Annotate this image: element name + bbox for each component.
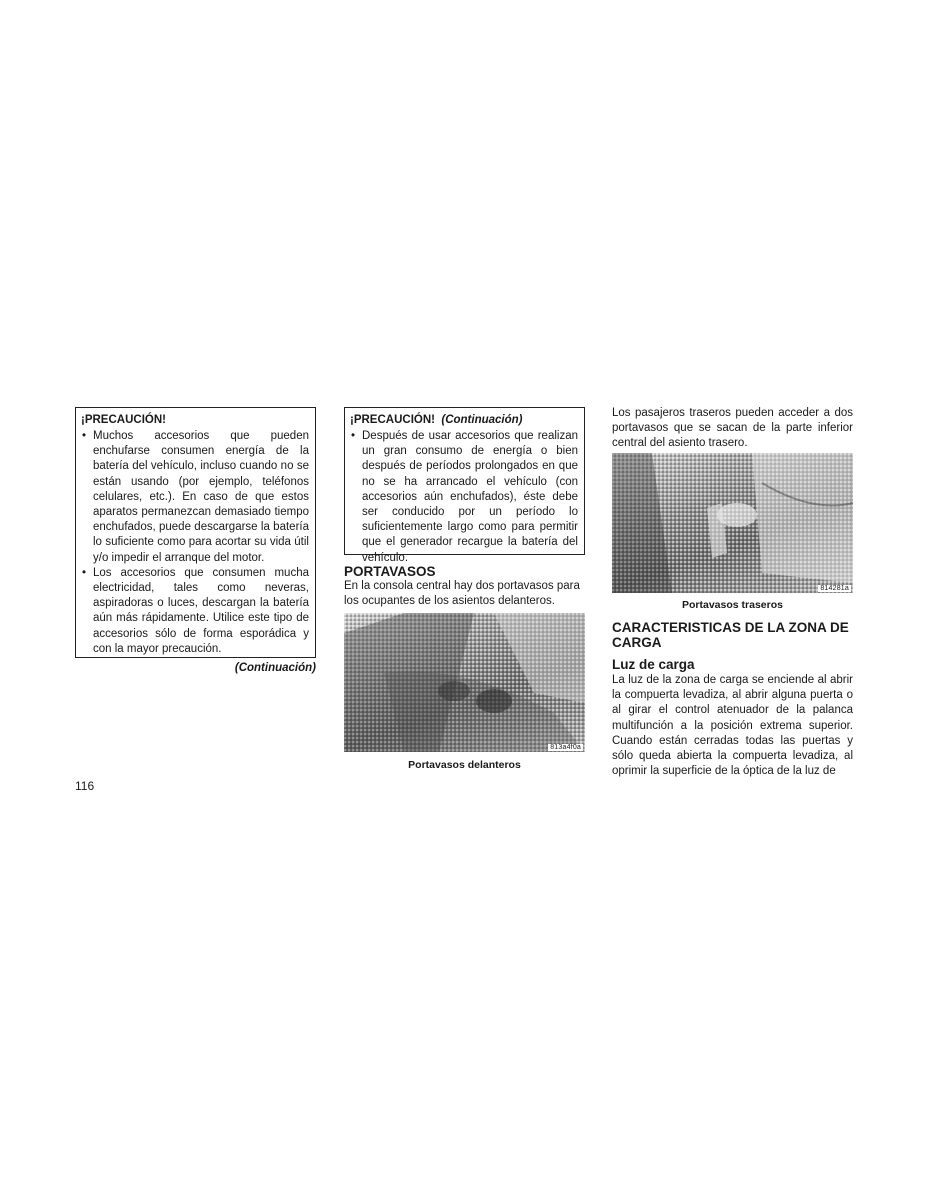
caution-box-continued <box>344 407 585 564</box>
photo-code: 813a4f0a <box>550 744 581 751</box>
caution-title <box>350 413 578 428</box>
right-column <box>612 406 853 452</box>
middle-column <box>344 407 585 609</box>
rear-cupholders-photo <box>612 453 853 593</box>
cargo-section <box>612 620 853 779</box>
caution-bullet: • Los accesorios que consumen mucha electricidad, tales como neveras, aspiradoras o luces, descargan la batería aún más rápidamente. Utilice este tipo de accesorios sólo de forma esporádica y con la mayor precaución. <box>81 566 309 657</box>
photo-code: 814281a <box>820 585 849 592</box>
caution-bullet: • Después de usar accesorios que realizan un gran consumo de energía o bien después de períodos prolongados en que no se ha arrancado el vehículo (con accesorios aún enchufados), éste debe ser conducido por un período lo suficientemente largo como para permitir que el generador recargue la batería del vehículo. <box>350 429 578 566</box>
caution-box <box>75 407 316 658</box>
caution-list <box>81 429 309 657</box>
photo-caption: Portavasos delanteros <box>408 759 521 771</box>
front-cupholders-photo <box>344 613 585 752</box>
section-heading-cargo: CARACTERISTICAS DE LA ZONA DE CARGA <box>612 620 849 650</box>
section-heading-portavasos: PORTAVASOS <box>344 564 436 579</box>
intro-text: Los pasajeros traseros pueden acceder a dos portavasos que se sacan de la parte inferior central del asiento trasero. <box>612 407 853 450</box>
left-column <box>75 407 316 674</box>
caution-bullet: • Muchos accesorios que pueden enchufarse consumen energía de la batería del vehículo, incluso cuando no se están usando (por ejemplo, teléfonos celulares, etc.). En caso de que estos aparatos permanezcan demasiado tiempo enchufados, puede descargarse la batería lo suficiente como para acortar su vida útil y/o impedir el arranque del motor. <box>81 429 309 566</box>
caution-title-suffix: (Continuación) <box>441 414 523 426</box>
rear-cupholders-illustration <box>612 453 853 593</box>
caution-title: ¡PRECAUCIÓN! <box>81 414 166 426</box>
front-cupholders-illustration <box>344 613 585 752</box>
page-number: 116 <box>75 779 95 793</box>
caution-title-text: ¡PRECAUCIÓN! <box>350 414 435 426</box>
subheading-luz-de-carga: Luz de carga <box>612 657 695 672</box>
caution-list <box>350 429 578 566</box>
continuation-note: (Continuación) <box>234 662 316 674</box>
photo-caption: Portavasos traseros <box>682 599 783 611</box>
section-text: En la consola central hay dos portavasos para los ocupantes de los asientos delanteros. <box>344 580 580 608</box>
cargo-body-text: La luz de la zona de carga se enciende al abrir la compuerta levadiza, al abrir alguna puerta o al girar el control atenuador de la palanca multifunción a la posición extrema superior. Cuando están cerradas todas las puertas y sólo queda abierta la compuerta levadiza, al oprimir la superficie de la óptica de la luz de <box>612 674 853 778</box>
